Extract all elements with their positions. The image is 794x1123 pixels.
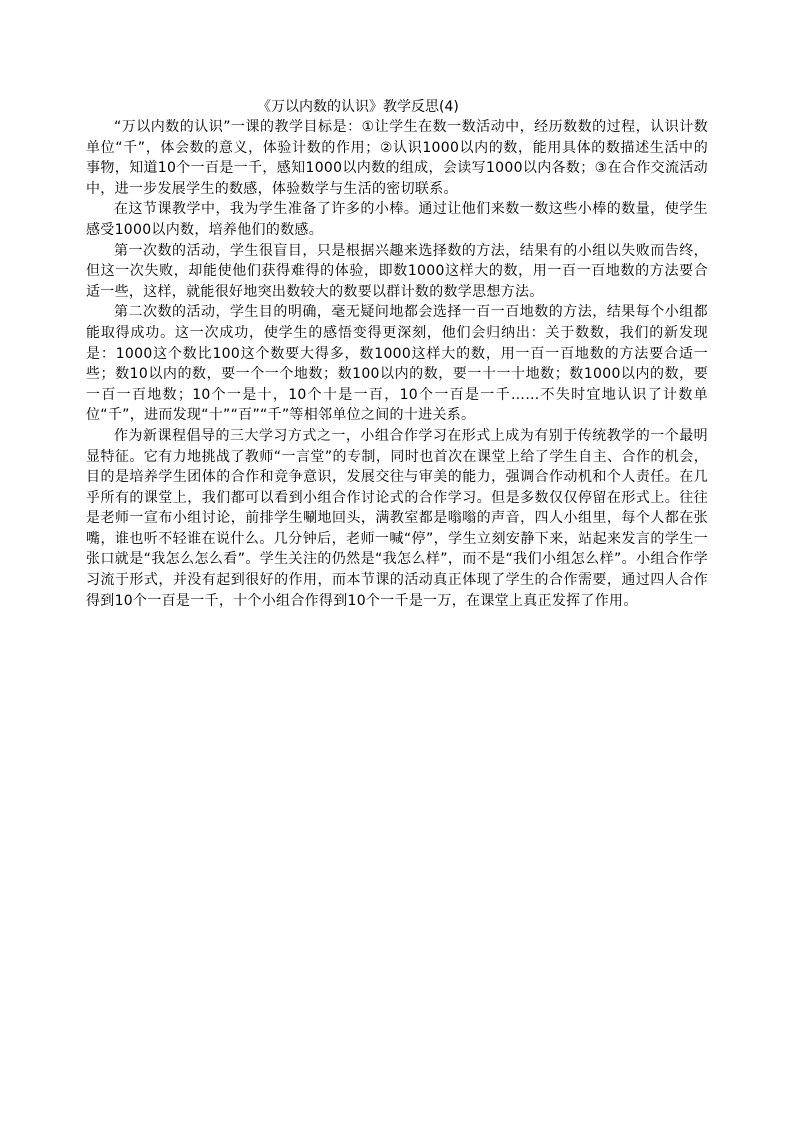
document-title: 《万以内数的认识》教学反思(4) xyxy=(257,99,459,115)
paragraph-teaching-goals: “万以内数的认识”一课的教学目标是：①让学生在数一数活动中，经历数数的过程，认识计数单位“千”，体会数的意义，体验计数的作用；②认识1000以内的数，能用具体的数描述生活中的事物，知道10个一百是一千，感知1000以内数的组成，会读写1000以内各数；③在合作交流活动中，进一步发展学生的数感，体验数学与生活的密切联系。 xyxy=(86,119,708,197)
paragraph-sticks-preparation: 在这节课教学中，我为学生准备了许多的小棒。通过让他们来数一数这些小棒的数量，使学生感受1000以内数，培养他们的数感。 xyxy=(86,201,708,238)
document-body xyxy=(86,117,708,611)
paragraph-group-learning: 作为新课程倡导的三大学习方式之一，小组合作学习在形式上成为有别于传统教学的一个最明显特征。它有力地挑战了教师“一言堂”的专制，同时也首次在课堂上给了学生自主、合作的机会，目的是培养学生团体的合作和竞争意识，发展交往与审美的能力，强调合作动机和个人责任。在几乎所有的课堂上，我们都可以看到小组合作讨论式的合作学习。但是多数仅仅停留在形式上。往往是老师一宣布小组讨论，前排学生唰地回头，满教室都是嗡嗡的声音，四人小组里，每个人都在张嘴，谁也听不轻谁在说什么。几分钟后，老师一喊“停”，学生立刻安静下来，站起来发言的学生一张口就是“我怎么怎么看”。学生关注的仍然是“我怎么样”，而不是“我们小组怎么样”。小组合作学习流于形式，并没有起到很好的作用，而本节课的活动真正体现了学生的合作需要，通过四人合作得到10个一百是一千，十个小组合作得到10个一千是一万，在课堂上真正发挥了作用。 xyxy=(86,427,708,609)
paragraph-first-activity: 第一次数的活动，学生很盲目，只是根据兴趣来选择数的方法，结果有的小组以失败而告终，但这一次失败，却能使他们获得难得的体验，即数1000这样大的数，用一百一百地数的方法要合适一些，这样，就能很好地突出数较大的数要以群计数的数学思想方法。 xyxy=(86,242,708,300)
paragraph-second-activity: 第二次数的活动，学生目的明确，毫无疑问地都会选择一百一百地数的方法，结果每个小组都能取得成功。这一次成功，使学生的感悟变得更深刻，他们会归纳出：关于数数，我们的新发现是：1000这个数比100这个数要大得多，数1000这样大的数，用一百一百地数的方法要合适一些；数10以内的数，要一个一个地数；数100以内的数，要一十一十地数；数1000以内的数，要一百一百地数；10个一是十，10个十是一百，10个一百是一千……不失时宜地认识了计数单位“千”，进而发现“十”“百”“千”等相邻单位之间的十进关系。 xyxy=(86,304,708,424)
